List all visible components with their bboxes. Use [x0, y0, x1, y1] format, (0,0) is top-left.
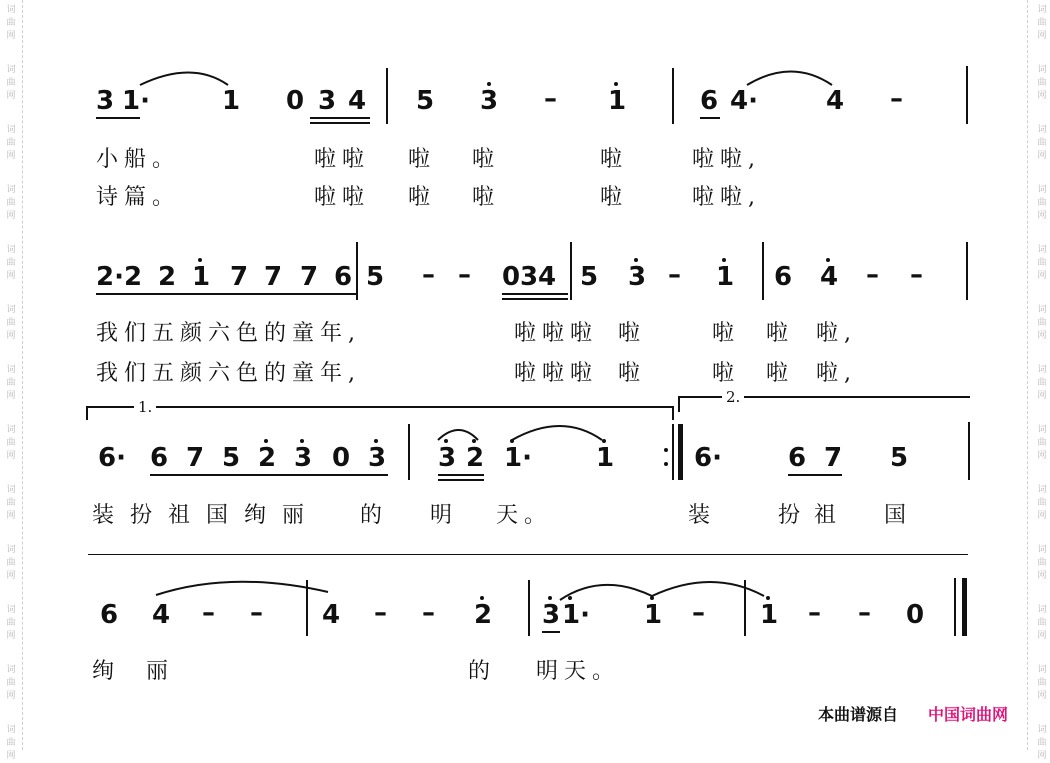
note: 3 — [520, 262, 539, 292]
lyric: 啦 — [618, 361, 647, 386]
note: 4 — [538, 262, 557, 292]
barline — [672, 68, 674, 124]
lyric: 扮 — [130, 503, 159, 528]
note: 3 — [294, 443, 313, 473]
high-dot — [548, 596, 552, 600]
note: 1· — [122, 86, 150, 116]
note: 6 — [774, 262, 793, 292]
watermark-text: 词 曲 网 — [1037, 5, 1047, 41]
underline — [150, 474, 388, 476]
high-dot — [487, 82, 491, 86]
high-dot — [766, 596, 770, 600]
note: 1· — [562, 600, 590, 630]
barline — [356, 242, 358, 300]
watermark-text: 词 曲 网 — [1037, 125, 1047, 161]
lyric: 的 — [468, 659, 497, 684]
note: – — [910, 260, 923, 290]
volta-label-2: 2. — [722, 388, 744, 406]
barline — [968, 422, 970, 480]
note: 2 — [258, 443, 277, 473]
note: 7 — [824, 443, 843, 473]
note: 4· — [730, 86, 758, 116]
note: 5 — [222, 443, 241, 473]
note: – — [858, 598, 871, 628]
lyric: 啦 — [408, 185, 437, 210]
underline — [438, 479, 484, 481]
high-dot — [480, 596, 484, 600]
watermark-text: 词 曲 网 — [6, 245, 16, 281]
note: – — [808, 598, 821, 628]
watermark-text: 词 曲 网 — [6, 185, 16, 221]
note: 4 — [348, 86, 367, 116]
lyric: 绚 — [92, 659, 121, 684]
watermark-text: 词 曲 网 — [6, 425, 16, 461]
note: – — [422, 598, 435, 628]
lyric: 啦, — [816, 361, 857, 386]
underline — [700, 117, 720, 119]
note: 3 — [318, 86, 337, 116]
lyric: 啦 — [408, 147, 437, 172]
note: 6 — [788, 443, 807, 473]
lyric: 装 — [92, 503, 121, 528]
watermark-text: 词 曲 网 — [1037, 65, 1047, 101]
note: 6· — [694, 443, 722, 473]
barline — [966, 66, 968, 124]
watermark-text: 词 曲 网 — [1037, 545, 1047, 581]
barline — [408, 424, 410, 480]
underline — [542, 631, 560, 633]
lyric: 祖 — [168, 503, 197, 528]
lyric: 啦 — [472, 147, 501, 172]
note: 7 — [300, 262, 319, 292]
underline — [502, 298, 568, 300]
high-dot — [568, 596, 572, 600]
barline — [672, 424, 674, 480]
note: 6· — [98, 443, 126, 473]
note: 7 — [186, 443, 205, 473]
note: 6 — [334, 262, 353, 292]
note: 1 — [760, 600, 779, 630]
high-dot — [722, 258, 726, 262]
barline — [966, 242, 968, 300]
barline — [954, 578, 956, 636]
note: 6 — [700, 86, 719, 116]
note: 0 — [286, 86, 305, 116]
watermark-text: 词 曲 网 — [6, 365, 16, 401]
note: – — [458, 260, 471, 290]
note: 4 — [152, 600, 171, 630]
final-barline — [962, 578, 967, 636]
lyric: 啦 — [618, 321, 647, 346]
note: 2 — [474, 600, 493, 630]
note: 6 — [150, 443, 169, 473]
lyric: 啦 — [472, 185, 501, 210]
site-name-link[interactable]: 中国词曲网 — [928, 705, 1009, 724]
lyric: 祖 — [814, 503, 843, 528]
lyric: 啦啦, — [692, 185, 761, 210]
watermark-text: 词 曲 网 — [1037, 665, 1047, 701]
score-sheet — [22, 0, 1028, 750]
note: – — [692, 598, 705, 628]
note: 2·2 — [96, 262, 143, 292]
watermark-text: 词 曲 网 — [1037, 425, 1047, 461]
watermark-text: 词 曲 网 — [1037, 245, 1047, 281]
lyric: 啦 — [712, 321, 741, 346]
note: 7 — [264, 262, 283, 292]
watermark-text: 词 曲 网 — [6, 545, 16, 581]
high-dot — [826, 258, 830, 262]
high-dot — [300, 439, 304, 443]
high-dot — [444, 439, 448, 443]
watermark-text: 词 曲 网 — [1037, 725, 1047, 761]
watermark-text: 词 曲 网 — [1037, 305, 1047, 341]
note: 1 — [644, 600, 663, 630]
note: 7 — [230, 262, 249, 292]
note: 0 — [332, 443, 351, 473]
note: 0 — [502, 262, 521, 292]
note: – — [202, 598, 215, 628]
note: 1· — [504, 443, 532, 473]
note: 0 — [906, 600, 925, 630]
underline — [438, 474, 484, 476]
note: 5 — [366, 262, 385, 292]
lyric: 明天。 — [536, 659, 621, 684]
note: – — [374, 598, 387, 628]
watermark-text: 词 曲 网 — [1037, 365, 1047, 401]
note: 6 — [100, 600, 119, 630]
system-rule — [88, 554, 968, 555]
underline — [310, 117, 370, 119]
note: 1 — [596, 443, 615, 473]
lyric: 天。 — [496, 503, 553, 528]
note: – — [250, 598, 263, 628]
underline — [310, 122, 370, 124]
note: – — [668, 260, 681, 290]
left-border-watermark — [0, 0, 23, 761]
watermark-text: 词 曲 网 — [6, 665, 16, 701]
note: 3 — [480, 86, 499, 116]
high-dot — [650, 596, 654, 600]
barline — [306, 580, 308, 636]
lyric: 丽 — [282, 503, 311, 528]
watermark-text: 词 曲 网 — [1037, 605, 1047, 641]
note: 2 — [158, 262, 177, 292]
note: 1 — [222, 86, 241, 116]
note: 5 — [416, 86, 435, 116]
high-dot — [472, 439, 476, 443]
underline — [96, 117, 140, 119]
lyric: 啦 — [600, 185, 629, 210]
lyric: 啦啦啦 — [514, 321, 599, 346]
watermark-text: 词 曲 网 — [1037, 185, 1047, 221]
lyric: 装 — [688, 503, 717, 528]
watermark-text: 词 曲 网 — [6, 65, 16, 101]
high-dot — [634, 258, 638, 262]
lyric: 我们五颜六色的童年, — [96, 361, 361, 386]
barline — [570, 242, 572, 300]
note: 3 — [96, 86, 115, 116]
lyric: 诗篇。 — [96, 185, 181, 210]
underline — [502, 293, 568, 295]
high-dot — [602, 439, 606, 443]
barline — [528, 580, 530, 636]
barline — [744, 580, 746, 636]
lyric: 的 — [360, 503, 389, 528]
lyric: 我们五颜六色的童年, — [96, 321, 361, 346]
lyric: 啦啦啦 — [514, 361, 599, 386]
volta-bracket-1 — [86, 406, 674, 420]
repeat-barline — [678, 424, 683, 480]
volta-label-1: 1. — [134, 398, 156, 416]
note: 1 — [716, 262, 735, 292]
note: 1 — [608, 86, 627, 116]
high-dot — [374, 439, 378, 443]
right-border-watermark — [1027, 0, 1050, 761]
lyric: 啦 — [712, 361, 741, 386]
lyric: 明 — [430, 503, 459, 528]
note: 4 — [820, 262, 839, 292]
lyric: 扮 — [778, 503, 807, 528]
watermark-text: 词 曲 网 — [6, 485, 16, 521]
watermark-text: 词 曲 网 — [6, 305, 16, 341]
high-dot — [264, 439, 268, 443]
note: 2 — [466, 443, 485, 473]
underline — [96, 293, 358, 295]
note: 3 — [542, 600, 561, 630]
lyric: 啦 — [766, 321, 795, 346]
lyric: 啦啦 — [314, 147, 371, 172]
watermark-text: 词 曲 网 — [6, 5, 16, 41]
lyric: 啦 — [600, 147, 629, 172]
watermark-text: 词 曲 网 — [1037, 485, 1047, 521]
lyric: 绚 — [244, 503, 273, 528]
underline — [788, 474, 842, 476]
high-dot — [614, 82, 618, 86]
note: 5 — [890, 443, 909, 473]
note: – — [544, 84, 557, 114]
note: – — [866, 260, 879, 290]
barline — [762, 242, 764, 300]
note: 4 — [322, 600, 341, 630]
lyric: 啦, — [816, 321, 857, 346]
lyric: 啦啦, — [692, 147, 761, 172]
source-label: 本曲谱源自 — [818, 705, 899, 724]
note: 1 — [192, 262, 211, 292]
lyric: 啦啦 — [314, 185, 371, 210]
note: 5 — [580, 262, 599, 292]
lyric: 丽 — [146, 659, 175, 684]
watermark-text: 词 曲 网 — [6, 125, 16, 161]
watermark-text: 词 曲 网 — [6, 725, 16, 761]
watermark-text: 词 曲 网 — [6, 605, 16, 641]
note: – — [890, 84, 903, 114]
note: 3 — [368, 443, 387, 473]
note: 3 — [628, 262, 647, 292]
note: – — [422, 260, 435, 290]
repeat-dot — [664, 462, 668, 466]
note: 3 — [438, 443, 457, 473]
high-dot — [198, 258, 202, 262]
barline — [386, 68, 388, 124]
note: 4 — [826, 86, 845, 116]
lyric: 国 — [884, 503, 913, 528]
lyric: 小船。 — [96, 147, 181, 172]
high-dot — [510, 439, 514, 443]
lyric: 啦 — [766, 361, 795, 386]
lyric: 国 — [206, 503, 235, 528]
repeat-dot — [664, 448, 668, 452]
